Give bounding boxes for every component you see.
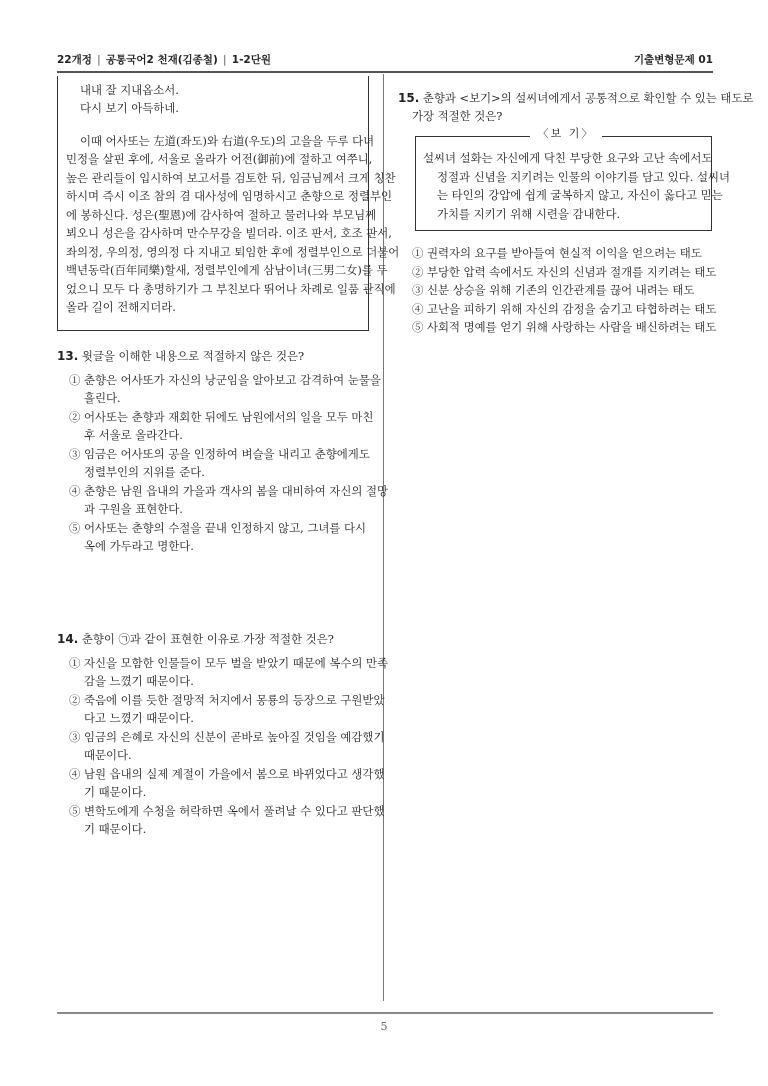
- header-textbook: 공통국어2 천재(김종철): [105, 54, 218, 66]
- header-unit: 1-2단원: [231, 54, 272, 66]
- q13-option-1[interactable]: ① 춘향은 어사또가 자신의 낭군임을 알아보고 감격하여 눈물을: [69, 373, 381, 387]
- q14-option-2-cont: 다고 느꼈기 때문이다.: [84, 711, 194, 725]
- passage-line: 다시 보기 아득하네.: [80, 101, 179, 115]
- header-separator: |: [222, 54, 227, 66]
- bogi-label: 〈보 기〉: [530, 127, 602, 141]
- question-number: 13.: [57, 349, 79, 363]
- passage-line: 에 봉하신다. 성은(聖恩)에 감사하여 절하고 물러나와 부모님께: [66, 208, 377, 222]
- q14-option-3[interactable]: ③ 임금의 은혜로 자신의 신분이 곧바로 높아질 것임을 예감했기: [69, 730, 385, 744]
- q15-option-3[interactable]: ③ 신분 상승을 위해 기존의 인간관계를 끊어 내려는 태도: [412, 283, 695, 297]
- q13-option-4[interactable]: ④ 춘향은 남원 읍내의 가을과 객사의 봄을 대비하여 자신의 절망: [69, 484, 389, 498]
- passage-line: 이때 어사또는 左道(좌도)와 右道(우도)의 고을을 두루 다녀: [80, 134, 375, 148]
- question-13-title: [57, 349, 304, 363]
- question-14-title: [57, 632, 334, 646]
- page-number: 5: [380, 1020, 388, 1033]
- q14-option-1-cont: 감을 느꼈기 때문이다.: [84, 674, 194, 688]
- passage-line: 높은 관리들이 입시하여 보고서를 검토한 뒤, 임금님께서 크게 칭찬: [66, 171, 396, 185]
- passage-line: 민정을 살핀 후에, 서울로 올라가 어전(御前)에 절하고 여쭈니,: [66, 152, 373, 166]
- header-separator: |: [97, 54, 101, 66]
- q13-option-4-cont: 과 구원을 표현한다.: [84, 502, 183, 516]
- q14-option-5-cont: 기 때문이다.: [84, 822, 147, 836]
- q13-option-2[interactable]: ② 어사또는 춘향과 재회한 뒤에도 남원에서의 일을 모두 마친: [69, 410, 374, 424]
- q13-option-3-cont: 정렬부인의 지위를 준다.: [84, 465, 205, 479]
- header-title: 기출변형문제 01: [633, 54, 713, 66]
- q14-option-5[interactable]: ⑤ 변학도에게 수청을 허락하면 옥에서 풀려날 수 있다고 판단했: [69, 804, 385, 818]
- q13-option-1-cont: 흘린다.: [84, 391, 121, 405]
- header-course-info: [57, 52, 271, 67]
- footer-rule: [57, 1012, 713, 1014]
- header-rule: [57, 71, 713, 73]
- question-text: 춘향이 ㉠과 같이 표현한 이유로 가장 적절한 것은?: [81, 632, 334, 646]
- page-header: [57, 50, 713, 70]
- q13-option-2-cont: 후 서울로 올라간다.: [84, 428, 183, 442]
- q14-option-1[interactable]: ① 자신을 모함한 인물들이 모두 벌을 받았기 때문에 복수의 만족: [69, 656, 389, 670]
- question-text: 춘향과 <보기>의 설씨녀에게서 공통적으로 확인할 수 있는 태도로: [422, 91, 754, 105]
- column-divider: [383, 74, 384, 1001]
- passage-line: 올라 길이 전해지더라.: [66, 300, 176, 314]
- passage-line: 내내 잘 지내옵소서.: [80, 83, 179, 97]
- bogi-line: 설씨녀 설화는 자신에게 닥친 부당한 요구와 고난 속에서도: [423, 151, 713, 165]
- bogi-line: 는 타인의 강압에 쉽게 굴복하지 않고, 자신이 옳다고 믿는: [437, 188, 723, 202]
- passage-line: 좌의정, 우의정, 영의정 다 지내고 퇴임한 후에 정렬부인으로 더불어: [66, 245, 400, 259]
- q14-option-4-cont: 기 때문이다.: [84, 785, 147, 799]
- q15-option-2[interactable]: ② 부당한 압력 속에서도 자신의 신념과 절개를 지키려는 태도: [412, 265, 717, 279]
- q14-option-3-cont: 때문이다.: [84, 748, 132, 762]
- q15-option-5[interactable]: ⑤ 사회적 명예를 얻기 위해 사랑하는 사람을 배신하려는 태도: [412, 320, 717, 334]
- q15-option-1[interactable]: ① 권력자의 요구를 받아들여 현실적 이익을 얻으려는 태도: [412, 246, 702, 260]
- q15-option-4[interactable]: ④ 고난을 피하기 위해 자신의 감정을 숨기고 타협하려는 태도: [412, 302, 717, 316]
- question-number: 14.: [57, 632, 79, 646]
- question-number: 15.: [398, 91, 420, 105]
- question-15-title-cont: 가장 적절한 것은?: [412, 109, 503, 123]
- passage-line: 었으니 모두 다 총명하기가 그 부친보다 뛰어나 차례로 일품 관직에: [66, 282, 396, 296]
- q13-option-5[interactable]: ⑤ 어사또는 춘향의 수절을 끝내 인정하지 않고, 그녀를 다시: [69, 521, 367, 535]
- passage-line: 백년동락(百年同樂)할새, 정렬부인에게 삼남이녀(三男二女)를 두: [66, 263, 388, 277]
- q13-option-3[interactable]: ③ 임금은 어사또의 공을 인정하여 벼슬을 내리고 춘향에게도: [69, 447, 370, 461]
- passage-line: 뵈오니 성은을 감사하며 만수무강을 빌더라. 이조 판서, 호조 판서,: [66, 226, 392, 240]
- q14-option-4[interactable]: ④ 남원 읍내의 실제 계절이 가을에서 봄으로 바뀌었다고 생각했: [69, 767, 385, 781]
- bogi-line: 정절과 신념을 지키려는 인물의 이야기를 담고 있다. 설씨녀: [437, 170, 731, 184]
- question-text: 윗글을 이해한 내용으로 적절하지 않은 것은?: [81, 349, 305, 363]
- q13-option-5-cont: 옥에 가두라고 명한다.: [84, 539, 194, 553]
- bogi-line: 가치를 지키기 위해 시련을 감내한다.: [437, 207, 621, 221]
- header-curriculum: 22개정: [57, 54, 92, 66]
- question-15-title: [398, 91, 753, 105]
- passage-line: 하시며 즉시 이조 참의 겸 대사성에 임명하시고 춘향으로 정렬부인: [66, 189, 393, 203]
- q14-option-2[interactable]: ② 죽음에 이를 듯한 절망적 처지에서 몽룡의 등장으로 구원받았: [69, 693, 385, 707]
